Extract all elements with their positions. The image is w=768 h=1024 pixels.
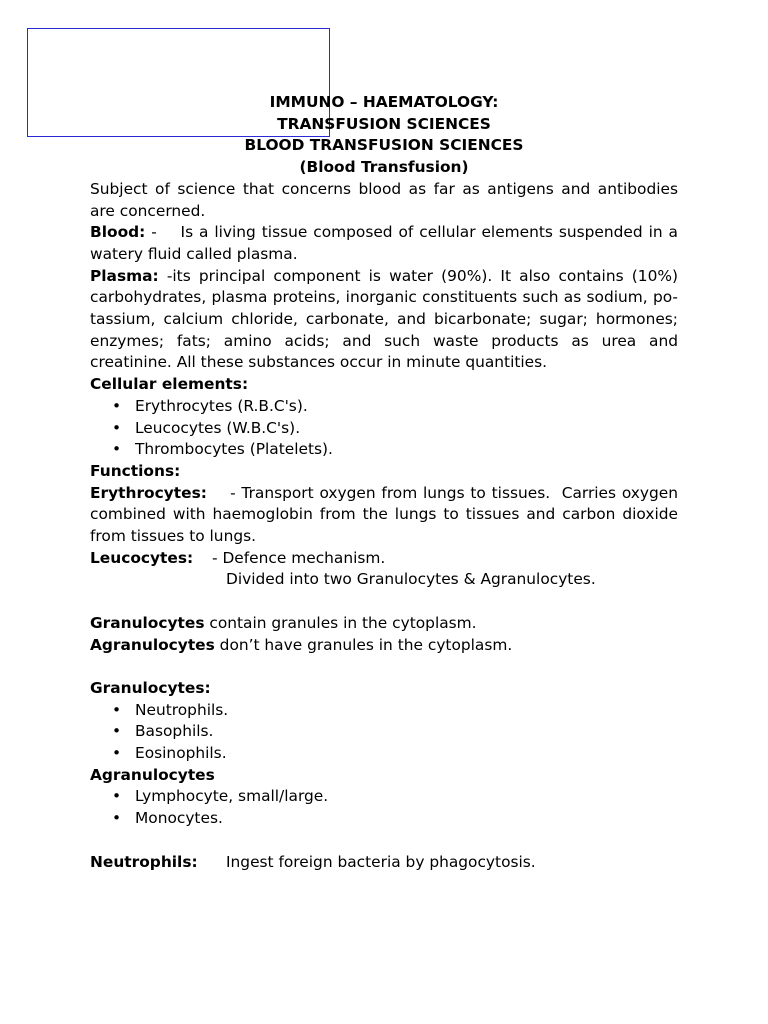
title-line-3: BLOOD TRANSFUSION SCIENCES: [244, 136, 524, 155]
erythrocytes-paragraph: [90, 483, 678, 548]
leucocytes-text-2: Divided into two Granulocytes & Agranulocytes.: [226, 570, 596, 589]
granulocytes-line: [90, 613, 678, 635]
granulocytes-heading-text: Granulocytes:: [90, 678, 211, 697]
list-item: • Lymphocyte, small/large.: [90, 786, 678, 808]
granulocytes-heading: [90, 678, 678, 700]
blood-text: - Is a living tissue composed of cellular elements suspended in a watery fluid called plasma.: [90, 223, 678, 263]
neutrophils-row: [90, 852, 678, 874]
title-line-2: TRANSFUSION SCIENCES: [277, 114, 491, 133]
neutrophils-text: Ingest foreign bacteria by phagocytosis.: [226, 852, 536, 871]
list-item: • Thrombocytes (Platelets).: [90, 439, 678, 461]
agranulocytes-heading-text: Agranulocytes: [90, 765, 215, 784]
blood-label: Blood:: [90, 223, 146, 242]
agranulocytes-heading: [90, 765, 678, 787]
agranulocytes-line-label: Agranulocytes: [90, 635, 215, 654]
blood-paragraph: [90, 222, 678, 265]
granulocytes-line-label: Granulocytes: [90, 613, 205, 632]
granulocytes-line-text: contain granules in the cytoplasm.: [204, 613, 477, 632]
agranulocytes-line: [90, 635, 678, 657]
functions-heading-text: Functions:: [90, 461, 181, 480]
agranulocytes-line-text: don’t have granules in the cytoplasm.: [214, 635, 513, 654]
document-body: [90, 92, 678, 873]
plasma-paragraph: [90, 266, 678, 375]
leucocytes-label: Leucocytes:: [90, 548, 194, 567]
neutrophils-label: Neutrophils:: [90, 852, 198, 871]
functions-heading: [90, 461, 678, 483]
list-item: • Leucocytes (W.B.C's).: [90, 418, 678, 440]
plasma-label: Plasma:: [90, 266, 159, 285]
erythrocytes-text: - Transport oxygen from lungs to tissues. Carries oxygen combined with haemoglobin from the lungs to tissues and carbon dioxide from tissues to lungs.: [90, 483, 678, 546]
list-item: • Basophils.: [90, 721, 678, 743]
cellular-heading-text: Cellular elements:: [90, 375, 249, 394]
list-item: • Erythrocytes (R.B.C's).: [90, 396, 678, 418]
cellular-heading: [90, 374, 678, 396]
granulocytes-list: [90, 700, 678, 765]
title-line-1: IMMUNO – HAEMATOLOGY:: [269, 93, 499, 111]
cellular-list: [90, 396, 678, 461]
list-item: • Neutrophils.: [90, 700, 678, 722]
erythrocytes-label: Erythrocytes:: [90, 483, 207, 502]
plasma-text: -its principal component is water (90%). It also contains (10%) carbohydrates, plasma proteins, inorganic constituents such as sodium, po-tassium, calcium chloride, carbonate, and bicarbonate; sugar; hormones; enzymes; fats; amino acids; and such waste products as urea and creatinine. All these substances occur in minute quantities.: [90, 266, 678, 372]
list-item: • Eosinophils.: [90, 743, 678, 765]
intro-paragraph: Subject of science that concerns blood as far as antigens and antibodies are concerned.: [90, 179, 678, 220]
title-line-4: (Blood Transfusion): [299, 158, 469, 177]
leucocytes-text-1: - Defence mechanism.: [212, 548, 386, 567]
agranulocytes-list: [90, 786, 678, 829]
list-item: • Monocytes.: [90, 808, 678, 830]
leucocytes-row: [90, 548, 678, 570]
